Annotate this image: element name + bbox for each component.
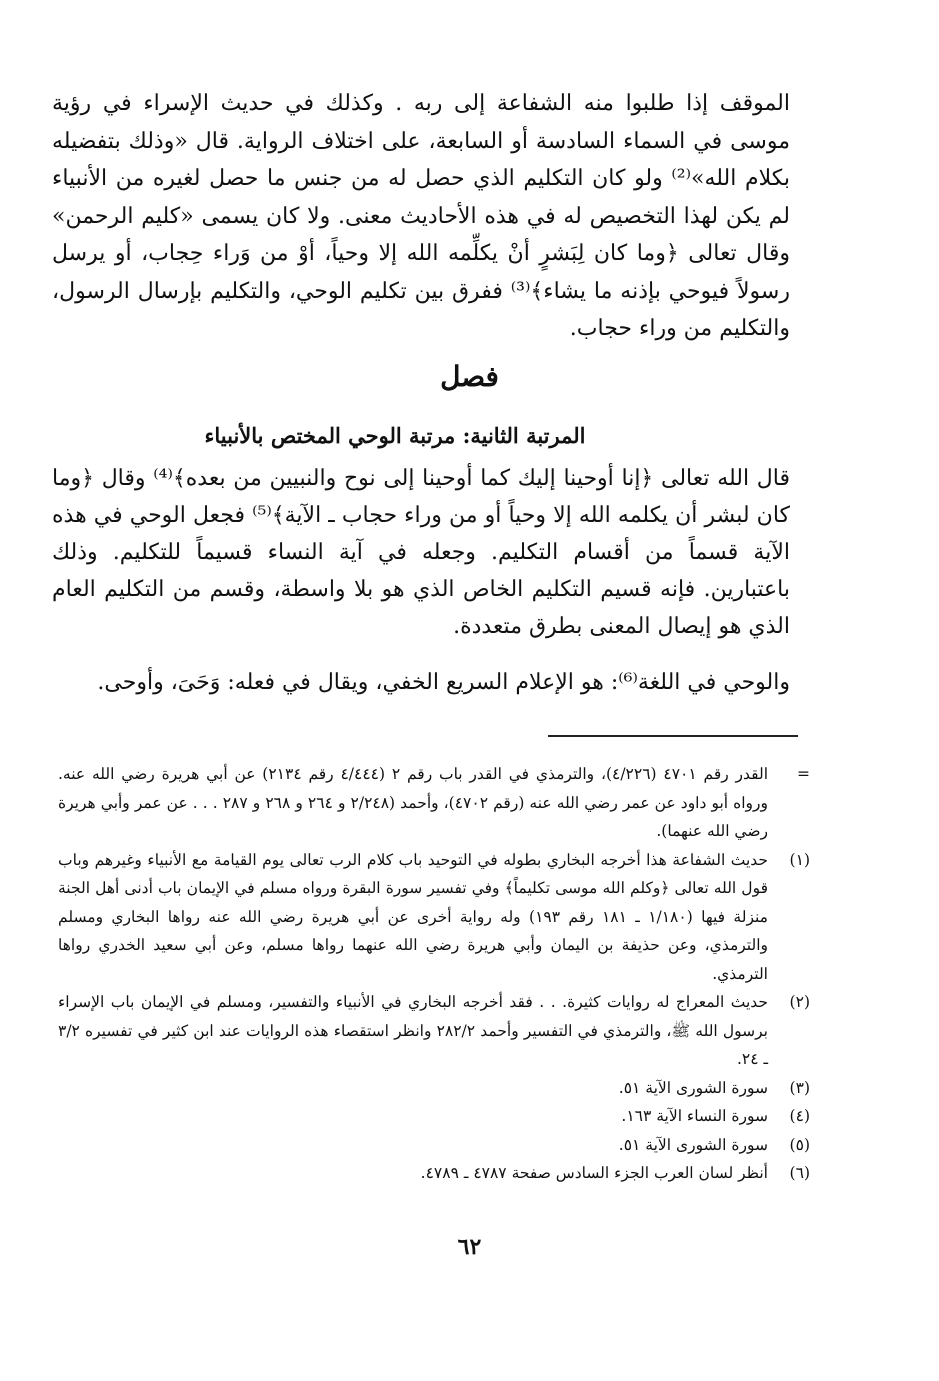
body-paragraph-3: والوحي في اللغة⁽⁶⁾: هو الإعلام السريع الخفي، ويقال في فعله: وَحَىَ، وأوحى. [97,670,790,695]
body-paragraph-1: الموقف إذا طلبوا منه الشفاعة إلى ربه . وكذلك في حديث الإسراء في رؤية موسى في السماء السادسة أو السابعة، على اختلاف الرواية. قال «وذلك بتفضيله بكلام الله»⁽²⁾ ولو كان التكليم الذي حصل له من جنس ما حصل لغيره من الأنبياء لم يكن لهذا التخصيص له في هذه الأحاديث معنى. ولا كان يسمى «كليم الرحمن» وقال تعالى ﴿وما كان لِبَشرٍ أنْ يكلِّمه الله إلا وحياً، أوْ من وَراء حِجاب، أو يرسل رسولاً فيوحي بإذنه ما يشاء﴾⁽³⁾ ففرق بين تكليم الوحي، والتكليم بإرسال الرسول، والتكليم من وراء حجاب. [52,91,790,341]
footnote-text: حديث المعراج له روايات كثيرة. . . فقد أخرجه البخاري في الأنبياء والتفسير، ومسلم في الإيمان باب الإسراء برسول الله ﷺ، والترمذي في التفسير وأحمد ٢٨٢/٢ وانظر استقصاء هذه الروايات عند ابن كثير في تفسيره ٣/٢ ـ ٢٤. [58,993,768,1068]
footnote-mark: (٤) [789,1107,810,1125]
footnote-text: سورة النساء الآية ١٦٣. [621,1107,768,1125]
footnote-mark: = [797,765,810,783]
footnote-continued [58,760,810,846]
footnote-text: سورة الشورى الآية ٥١. [618,1078,768,1097]
footnote-mark: (١) [789,850,810,869]
footnote-1 [58,846,810,989]
footnote-2 [58,988,810,1074]
footnote-3 [58,1074,810,1103]
footnote-mark: (٢) [789,993,810,1011]
footnote-mark: (٦) [789,1164,810,1182]
footnote-6 [58,1159,810,1188]
page-number: ٦٢ [457,1234,482,1260]
footnote-mark: (٣) [789,1078,810,1097]
body-paragraph-2: قال الله تعالى ﴿إنا أوحينا إليك كما أوحينا إلى نوح والنبيين من بعده﴾⁽⁴⁾ وقال ﴿وما كان لبشر أن يكلمه الله إلا وحياً أو من وراء حجاب ـ الآية﴾⁽⁵⁾ فجعل الوحي في هذه الآية قسماً من أقسام التكليم. وجعله في آية النساء قسيماً للتكليم. وذلك باعتبارين. فإنه قسيم التكليم الخاص الذي هو بلا واسطة، وقسم من التكليم العام الذي هو إيصال المعنى بطرق متعددة. [52,466,791,639]
footnote-divider [548,735,798,737]
footnote-5 [58,1131,810,1160]
footnote-4 [58,1102,810,1131]
footnote-mark: (٥) [789,1135,810,1154]
footnote-text: أنظر لسان العرب الجزء السادس صفحة ٤٧٨٧ ـ ٤٧٨٩. [420,1164,768,1182]
section-title: فصل [440,360,499,393]
footnote-text: سورة الشورى الآية ٥١. [618,1135,768,1154]
section-subtitle: المرتبة الثانية: مرتبة الوحي المختص بالأنبياء [204,423,586,448]
footnotes [58,760,810,1188]
footnote-text: حديث الشفاعة هذا أخرجه البخاري بطوله في التوحيد باب كلام الرب تعالى يوم القيامة مع الأنبياء وغيرهم وباب قول الله تعالى ﴿وكلم الله موسى تكليماً﴾ وفي تفسير سورة البقرة ورواه مسلم في الإيمان باب أدنى أهل الجنة منزلة فيها (١/١٨٠ ـ ١٨١ رقم ١٩٣) وله رواية أخرى عن أبي هريرة رضي الله عنه رواها البخاري ومسلم والترمذي، وعن حذيفة بن اليمان وأبي هريرة رضي الله عنهما رواها مسلم، وعن أبي سعيد الخدري رواها الترمذي. [58,850,768,983]
footnote-text: القدر رقم ٤٧٠١ (٤/٢٢٦)، والترمذي في القدر باب رقم ٢ (٤/٤٤٤ رقم ٢١٣٤) عن أبي هريرة رضي الله عنه. ورواه أبو داود عن عمر رضي الله عنه (رقم ٤٧٠٢)، وأحمد (٢/٢٤٨ و ٢٦٤ و ٢٦٨ و ٢٨٧ . . . عن عمر وأبي هريرة رضي الله عنهما). [58,765,769,840]
